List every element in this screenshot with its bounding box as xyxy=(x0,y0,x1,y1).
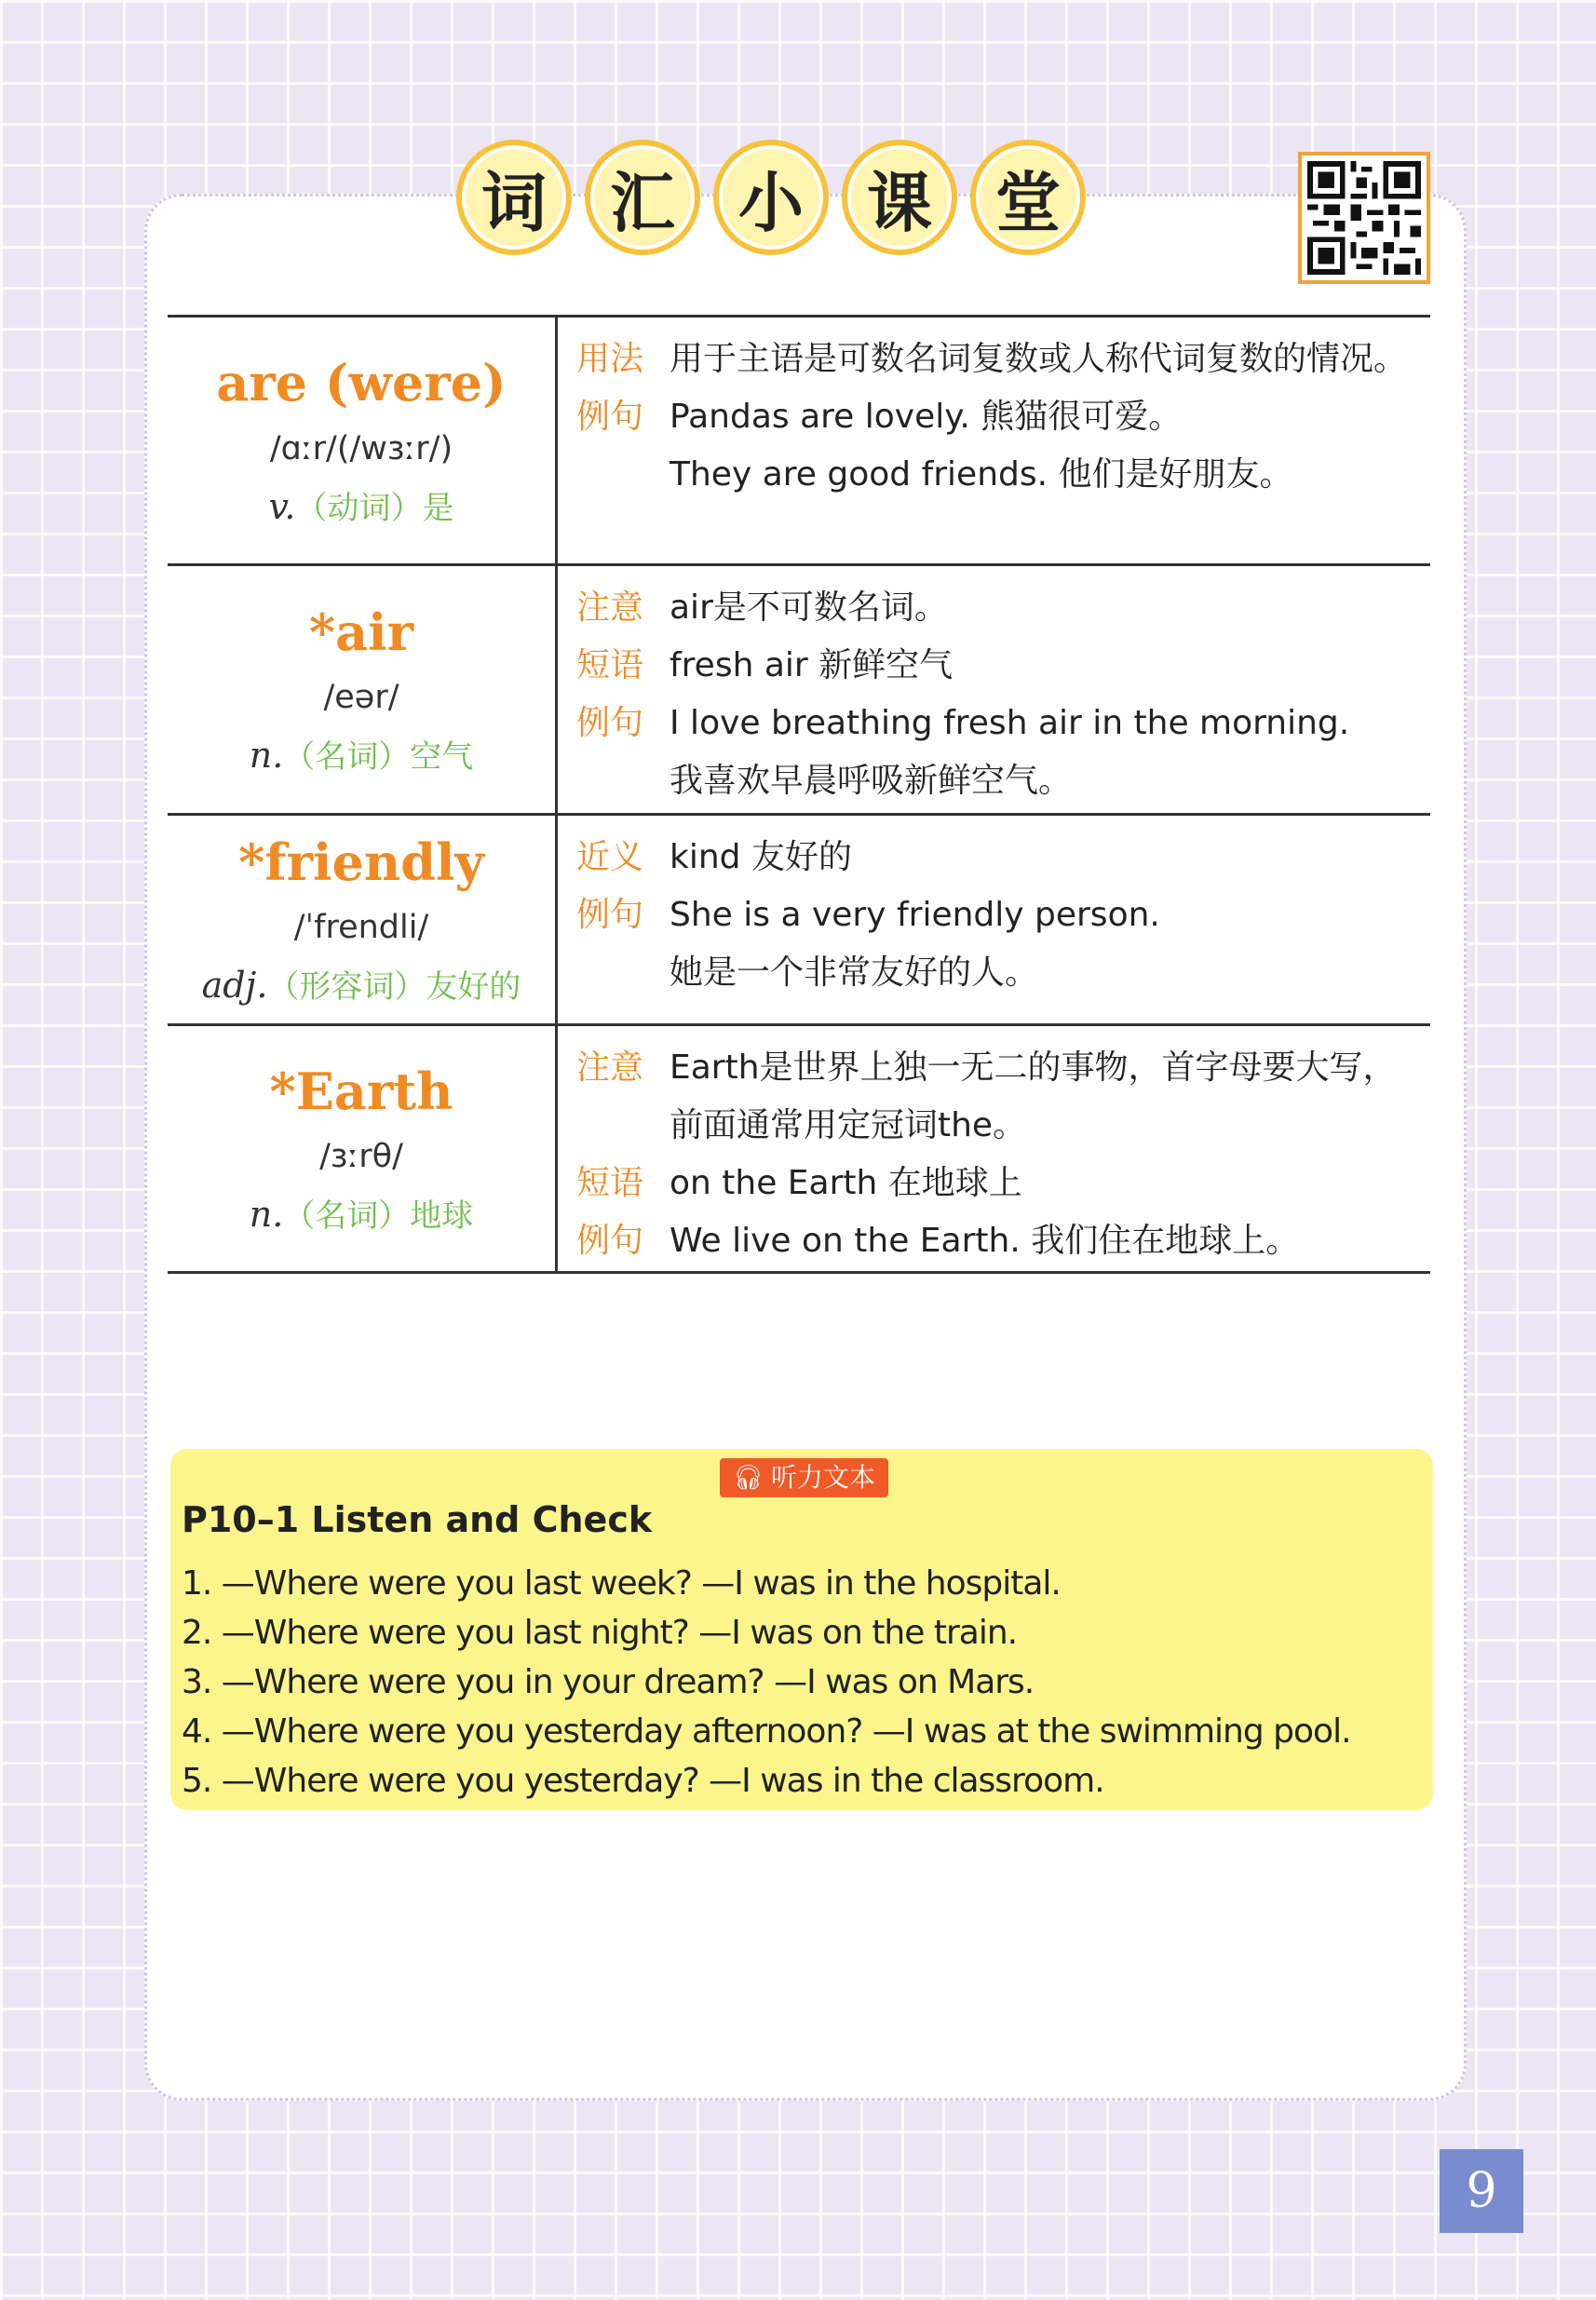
entry-label: 例句 xyxy=(576,896,644,934)
entry xyxy=(576,1212,1430,1270)
entry-text: fresh air 新鲜空气 xyxy=(670,646,954,684)
entry-text: Pandas are lovely. 熊猫很可爱。 xyxy=(670,398,1183,436)
title-char: 堂 xyxy=(970,140,1086,255)
qr-code-icon[interactable] xyxy=(1298,152,1430,284)
headword: *Earth xyxy=(269,1061,453,1121)
entry xyxy=(576,1039,1430,1155)
entry xyxy=(576,579,1430,637)
section-title xyxy=(456,140,1099,255)
headword: are (were) xyxy=(216,353,507,413)
entry-text: on the Earth 在地球上 xyxy=(670,1164,1022,1202)
listening-lines xyxy=(182,1559,1351,1806)
entry-text: 她是一个非常友好的人。 xyxy=(670,954,1039,992)
entry-text: She is a very friendly person. xyxy=(670,896,1160,934)
entry-text: kind 友好的 xyxy=(670,838,852,876)
pos-abbr: n. xyxy=(249,735,284,777)
entry-text: 用于主语是可数名词复数或人称代词复数的情况。 xyxy=(670,340,1408,378)
entry-label xyxy=(576,446,670,504)
title-char: 小 xyxy=(713,140,829,255)
detail-cell xyxy=(558,816,1430,1023)
part-of-speech xyxy=(250,731,474,777)
vocab-row xyxy=(168,1026,1430,1274)
entry xyxy=(576,695,1430,752)
entry-label: 注意 xyxy=(576,1049,644,1087)
listening-box xyxy=(170,1449,1433,1810)
pos-meaning: （动词）是 xyxy=(295,489,454,527)
entry xyxy=(576,829,1430,886)
entry-label: 用法 xyxy=(576,340,644,378)
title-char: 词 xyxy=(456,140,572,255)
word-cell xyxy=(168,318,558,563)
detail-cell xyxy=(558,318,1430,563)
title-char: 课 xyxy=(842,140,957,255)
vocab-table xyxy=(168,315,1430,1274)
entry-label: 注意 xyxy=(576,589,644,627)
word-cell xyxy=(168,816,558,1023)
entry-label: 例句 xyxy=(576,1222,644,1260)
entry-label: 例句 xyxy=(576,704,644,742)
phonetic: /eər/ xyxy=(323,679,399,717)
entry-label: 短语 xyxy=(576,646,644,684)
entry xyxy=(576,1155,1430,1212)
dialogue-line: 2. —Where were you last night? —I was on the train. xyxy=(182,1614,1018,1652)
entry-text: 我喜欢早晨呼吸新鲜空气。 xyxy=(670,762,1073,800)
part-of-speech xyxy=(268,482,453,528)
dialogue-line: 3. —Where were you in your dream? —I was on Mars. xyxy=(182,1663,1035,1701)
title-char: 汇 xyxy=(585,140,700,255)
entry-label xyxy=(576,944,670,1002)
dialogue-line: 5. —Where were you yesterday? —I was in the classroom. xyxy=(182,1762,1104,1800)
listening-tag-label: 听力文本 xyxy=(771,1462,876,1493)
part-of-speech xyxy=(250,1190,474,1236)
entry xyxy=(576,331,1430,388)
entry-label: 例句 xyxy=(576,398,644,436)
detail-cell xyxy=(558,566,1430,813)
vocab-row xyxy=(168,566,1430,816)
entry xyxy=(576,388,1430,446)
phonetic: /ɜːrθ/ xyxy=(319,1138,403,1176)
word-cell xyxy=(168,566,558,813)
entry-text: We live on the Earth. 我们住在地球上。 xyxy=(670,1222,1300,1260)
dialogue-line: 1. —Where were you last week? —I was in the hospital. xyxy=(182,1564,1061,1603)
pos-abbr: v. xyxy=(268,485,296,527)
entry-label: 近义 xyxy=(576,838,644,876)
entry-text: Earth是世界上独一无二的事物，首字母要大写，前面通常用定冠词the。 xyxy=(670,1049,1397,1144)
phonetic: /ˈfrendli/ xyxy=(293,909,429,947)
listening-tag[interactable] xyxy=(720,1458,888,1497)
headword: *air xyxy=(308,602,414,662)
part-of-speech xyxy=(202,961,521,1007)
vocab-row xyxy=(168,816,1430,1026)
phonetic: /ɑːr/(/wɜːr/) xyxy=(269,429,453,467)
headphones-icon: 🎧︎ xyxy=(733,1464,764,1492)
entry-text: They are good friends. 他们是好朋友。 xyxy=(670,455,1293,494)
dialogue-line: 4. —Where were you yesterday afternoon? —I was at the swimming pool. xyxy=(182,1712,1351,1751)
pos-meaning: （名词）空气 xyxy=(283,738,474,777)
headword: *friendly xyxy=(238,832,484,892)
entry xyxy=(576,446,1430,504)
entry-text: I love breathing fresh air in the morning. xyxy=(670,704,1350,742)
pos-meaning: （名词）地球 xyxy=(283,1197,474,1236)
entry xyxy=(576,637,1430,695)
word-cell xyxy=(168,1026,558,1271)
entry-label xyxy=(576,752,670,810)
pos-abbr: n. xyxy=(249,1194,284,1236)
entry-label: 短语 xyxy=(576,1164,644,1202)
listening-heading: P10–1 Listen and Check xyxy=(182,1499,653,1540)
entry-text: air是不可数名词。 xyxy=(670,589,948,627)
detail-cell xyxy=(558,1026,1430,1271)
vocab-row xyxy=(168,315,1430,566)
entry xyxy=(576,886,1430,944)
entry xyxy=(576,944,1430,1002)
pos-meaning: （形容词）友好的 xyxy=(267,968,521,1007)
page-number: 9 xyxy=(1440,2149,1523,2233)
entry xyxy=(576,752,1430,810)
pos-abbr: adj. xyxy=(201,965,268,1007)
